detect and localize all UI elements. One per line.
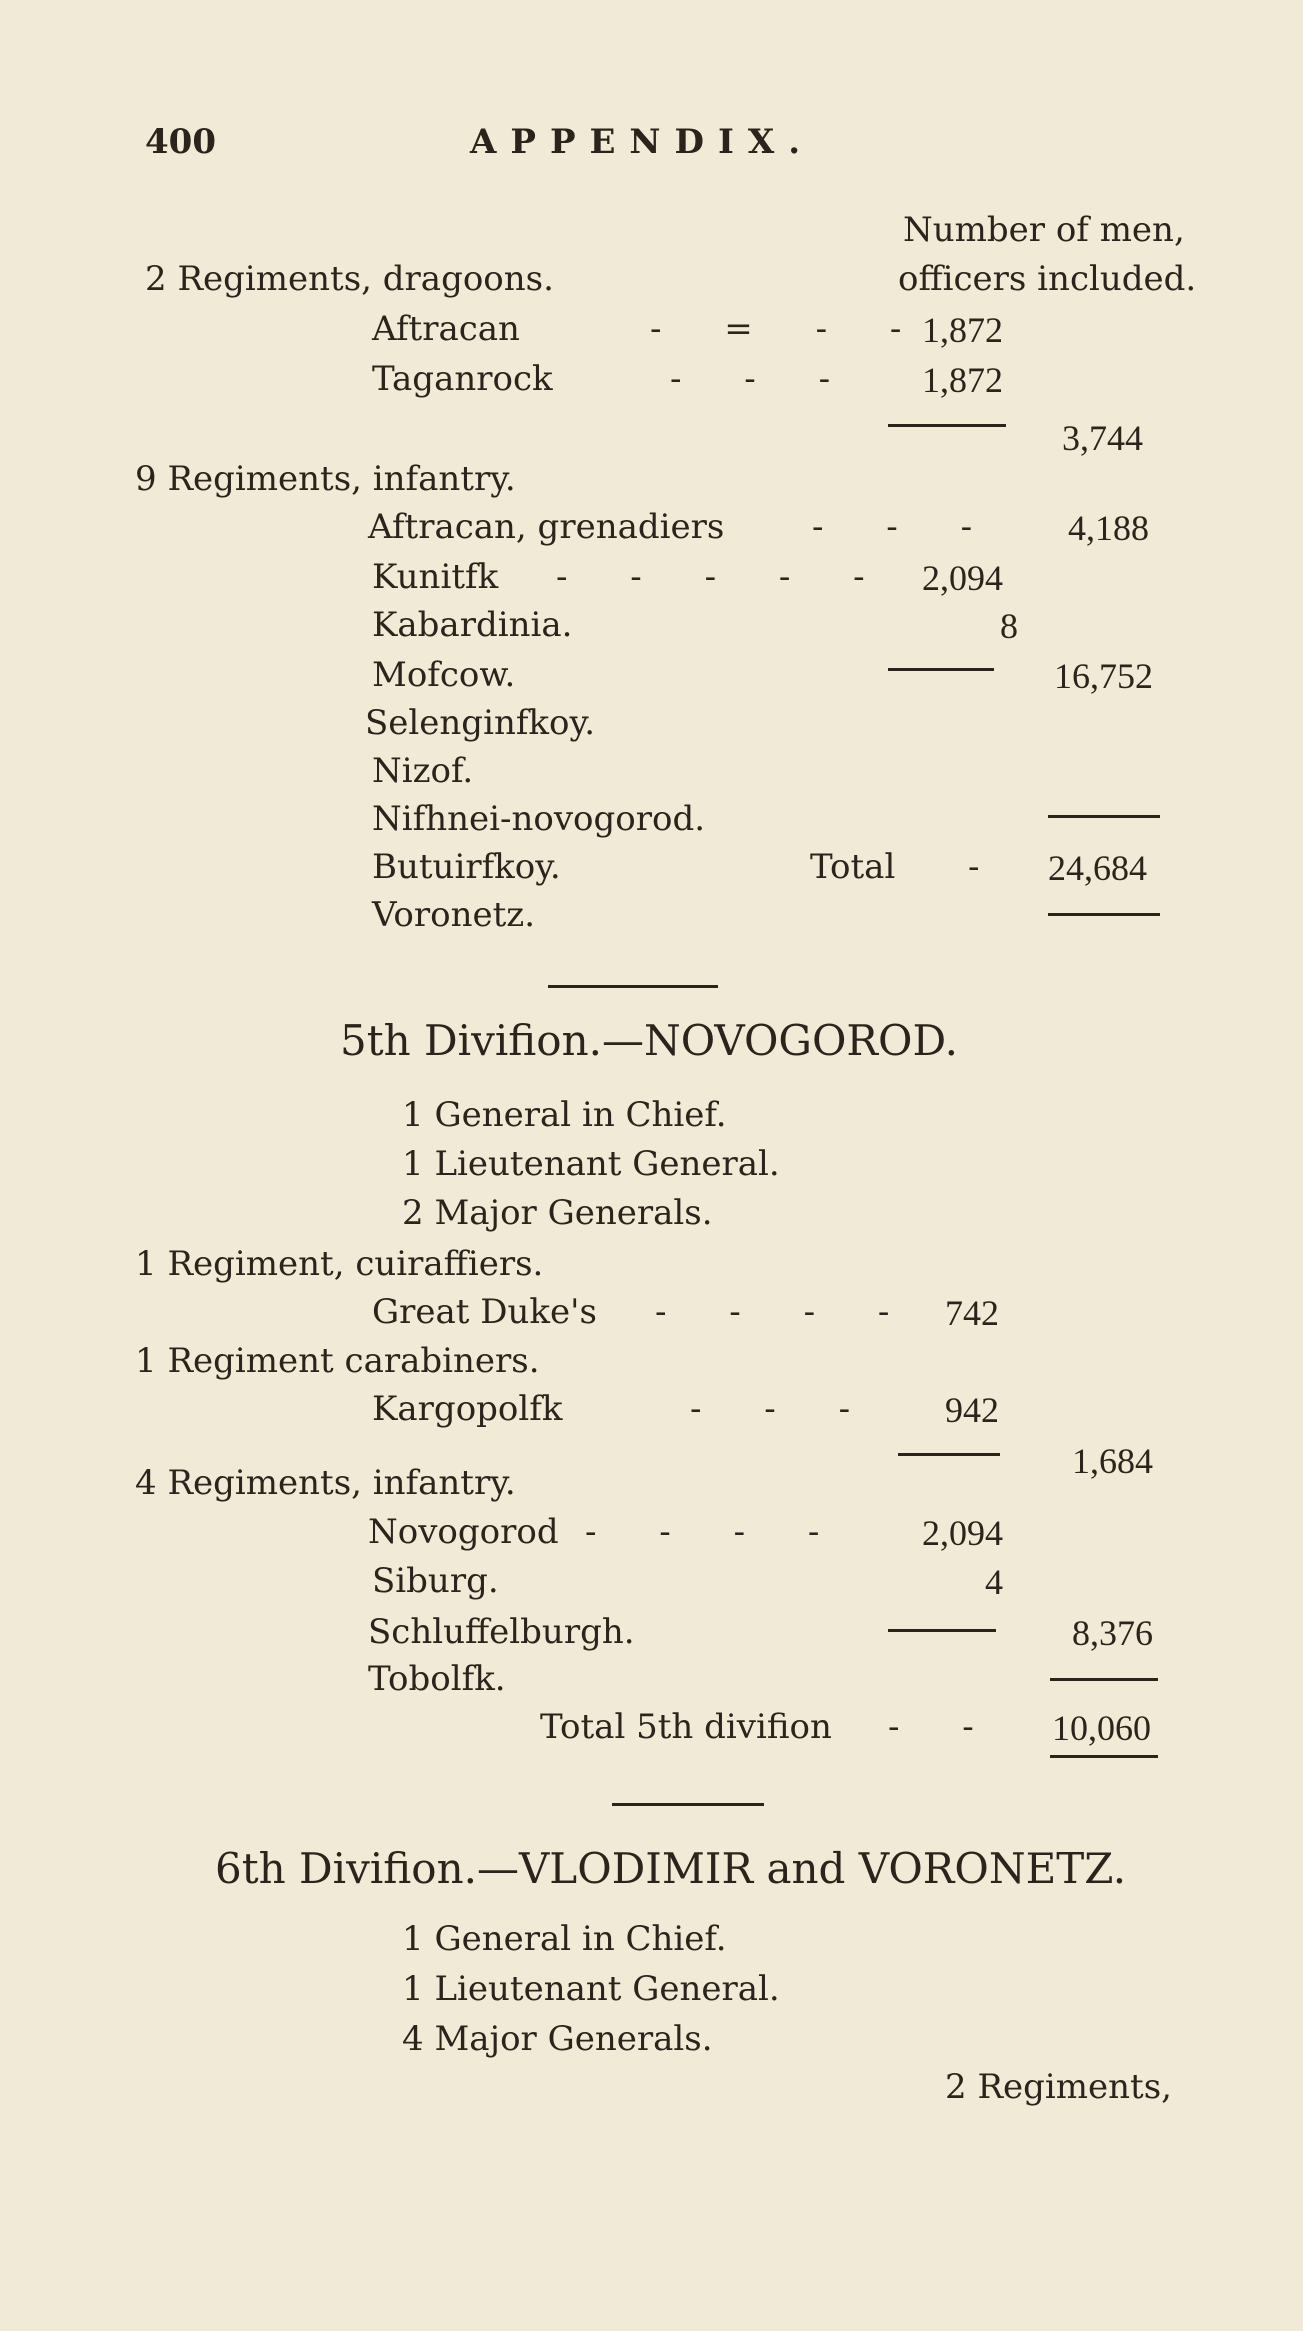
grand-total-value: 10,060: [1052, 1708, 1151, 1748]
group-label-infantry: 9 Regiments, infantry.: [135, 459, 516, 499]
staff-line: 1 Lieutenant General.: [402, 1144, 780, 1184]
sum-rule: [888, 668, 994, 671]
leader-dots: -: [968, 847, 980, 887]
item-value: 4: [985, 1562, 1003, 1602]
list-item: Great Duke's: [372, 1292, 597, 1332]
row-total: 4,188: [1068, 508, 1149, 548]
leader-dots: - - - - -: [556, 557, 891, 597]
group-label: 1 Regiment, cuiraffiers.: [135, 1244, 544, 1284]
list-item: Voronetz.: [372, 895, 536, 935]
leader-dots: - - -: [690, 1389, 877, 1429]
sum-rule: [888, 1629, 996, 1632]
leader-dots: - - - -: [655, 1292, 916, 1332]
item-value: 1,872: [922, 360, 1003, 400]
group-label: 4 Regiments, infantry.: [135, 1463, 516, 1503]
sum-rule: [898, 1453, 1000, 1456]
list-item: Kunitfk: [372, 557, 499, 597]
group-label-dragoons: 2 Regiments, dragoons.: [145, 259, 554, 299]
total-label: Total: [810, 847, 896, 887]
item-value: 2,094: [922, 558, 1003, 598]
sum-rule: [1050, 1755, 1158, 1758]
row-total: 16,752: [1054, 656, 1153, 696]
division-heading: 5th Divifion.—NOVOGOROD.: [340, 1016, 959, 1065]
subtotal-value: 3,744: [1062, 418, 1143, 458]
sum-rule: [1048, 913, 1160, 916]
subtotal-value: 1,684: [1072, 1441, 1153, 1481]
list-item: Tobolfk.: [368, 1659, 506, 1699]
leader-dots: - - - -: [585, 1512, 846, 1552]
list-item: Kabardinia.: [372, 605, 573, 645]
subtotal-value: 8,376: [1072, 1613, 1153, 1653]
section-divider: [548, 985, 718, 988]
item-value: 1,872: [922, 310, 1003, 350]
section-divider: [612, 1803, 764, 1806]
page-number: 400: [145, 122, 216, 162]
item-value: 2,094: [922, 1513, 1003, 1553]
list-item: Butuirfkoy.: [372, 847, 561, 887]
item-value: 742: [945, 1293, 999, 1333]
list-item: Schluffelburgh.: [368, 1612, 635, 1652]
list-item: Nifhnei-novogorod.: [372, 799, 706, 839]
catchword: 2 Regiments,: [945, 2067, 1172, 2107]
list-item: Taganrock: [372, 359, 553, 399]
total-label: Total 5th divifion: [540, 1707, 832, 1747]
group-label: 1 Regiment carabiners.: [135, 1341, 540, 1381]
column-header-line2: officers included.: [898, 259, 1197, 299]
leader-dots: - -: [888, 1707, 1000, 1747]
leader-dots: - - -: [670, 359, 857, 399]
list-item: Novogorod: [368, 1512, 559, 1552]
list-item: Siburg.: [372, 1561, 499, 1601]
list-item: Kargopolfk: [372, 1389, 563, 1429]
list-item: Nizof.: [372, 751, 474, 791]
running-title: APPENDIX.: [470, 122, 815, 162]
grand-total-value: 24,684: [1048, 848, 1147, 888]
division-heading: 6th Divifion.—VLODIMIR and VORONETZ.: [215, 1844, 1127, 1893]
list-item: Selenginfkoy.: [365, 703, 595, 743]
sum-rule: [1048, 815, 1160, 818]
leader-dots: - = - -: [650, 309, 928, 349]
list-item: Mofcow.: [372, 655, 516, 695]
staff-line: 2 Major Generals.: [402, 1193, 713, 1233]
item-value: 8: [1000, 606, 1018, 646]
sum-rule: [888, 424, 1006, 427]
column-header-line1: Number of men,: [903, 210, 1185, 250]
item-value: 942: [945, 1390, 999, 1430]
staff-line: 1 General in Chief.: [402, 1095, 727, 1135]
leader-dots: - - -: [812, 507, 999, 547]
staff-line: 1 General in Chief.: [402, 1919, 727, 1959]
staff-line: 1 Lieutenant General.: [402, 1969, 780, 2009]
list-item: Aftracan, grenadiers: [368, 507, 725, 547]
sum-rule: [1050, 1678, 1158, 1681]
list-item: Aftracan: [372, 309, 520, 349]
staff-line: 4 Major Generals.: [402, 2019, 713, 2059]
